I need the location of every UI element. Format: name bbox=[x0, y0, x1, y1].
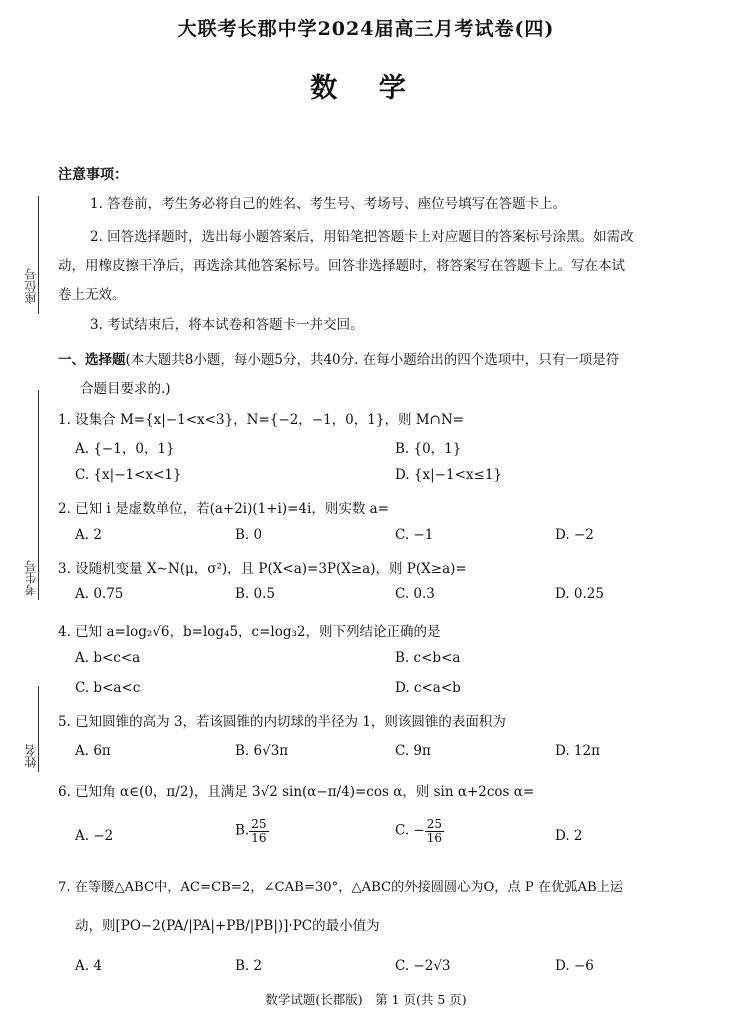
q2-option-b: B. 0 bbox=[235, 527, 263, 543]
q4-option-b: B. c<b<a bbox=[395, 650, 461, 666]
exam-header: 大联考长郡中学2024届高三月考试卷(四) bbox=[177, 18, 555, 40]
q5-option-c: C. 9π bbox=[395, 743, 431, 759]
q3-option-d: D. 0.25 bbox=[555, 586, 604, 602]
exam-no-label: 考生号 bbox=[24, 560, 38, 596]
q7-stem-1: 7. 在等腰△ABC中，AC=CB=2，∠CAB=30°，△ABC的外接圆圆心为O，点 P 在优弧AB上运 bbox=[58, 880, 624, 895]
q1-option-a: A. {−1，0，1} bbox=[75, 441, 175, 457]
section-heading bbox=[58, 348, 619, 368]
page-footer: 数学试题(长郡版) 第 1 页(共 5 页) bbox=[265, 992, 467, 1007]
section-desc: (本大题共8小题，每小题5分，共40分. 在每小题给出的四个选项中，只有一项是符 bbox=[125, 352, 620, 368]
q6-option-c-fraction bbox=[425, 818, 444, 844]
q6-stem: 6. 已知角 α∈(0，π/2)，且满足 3√2 sin(α−π/4)=cos α，则 sin α+2cos α= bbox=[58, 784, 535, 800]
q6-option-b-fraction bbox=[249, 818, 268, 844]
notice-item-2-end: 卷上无效。 bbox=[58, 287, 126, 303]
q2-option-a: A. 2 bbox=[75, 527, 102, 543]
q6-option-c-num: 25 bbox=[426, 817, 443, 831]
section-desc-2: 合题目要求的.) bbox=[80, 381, 171, 397]
notice-item-2: 2. 回答选择题时，选出每小题答案后，用铅笔把答题卡上对应题目的答案标号涂黑。如需改 bbox=[90, 229, 634, 245]
q6-option-b-num: 25 bbox=[251, 817, 267, 831]
q6-option-c-den: 16 bbox=[426, 830, 443, 845]
q7-option-a: A. 4 bbox=[75, 958, 102, 974]
q7-option-d: D. −6 bbox=[555, 958, 594, 974]
q3-option-a: A. 0.75 bbox=[75, 586, 124, 602]
q2-option-c: C. −1 bbox=[395, 527, 434, 543]
q6-option-b-den: 16 bbox=[251, 830, 267, 845]
notice-item-3: 3. 考试结束后，将本试卷和答题卡一并交回。 bbox=[90, 317, 364, 333]
notice-item-1: 1. 答卷前，考生务必将自己的姓名、考生号、考场号、座位号填写在答题卡上。 bbox=[90, 196, 567, 212]
q3-option-c: C. 0.3 bbox=[395, 586, 435, 602]
q1-option-b: B. {0，1} bbox=[395, 441, 462, 457]
q7-option-b: B. 2 bbox=[235, 958, 263, 974]
seat-label: 座位号 bbox=[24, 268, 38, 304]
q1-option-c: C. {x|−1<x<1} bbox=[75, 467, 182, 483]
q5-option-a: A. 6π bbox=[75, 743, 111, 759]
q1-stem: 1. 设集合 M={x|−1<x<3}，N={−2，−1，0，1}，则 M∩N= bbox=[58, 412, 464, 428]
q5-option-b: B. 6√3π bbox=[235, 743, 289, 759]
notice-item-2-cont: 动，用橡皮擦干净后，再选涂其他答案标号。回答非选择题时，将答案写在答题卡上。写在本试 bbox=[58, 258, 625, 274]
notice-title: 注意事项： bbox=[58, 167, 128, 183]
q4-option-a: A. b<c<a bbox=[75, 650, 141, 666]
section-title: 一、选择题 bbox=[58, 352, 126, 368]
q4-stem: 4. 已知 a=log₂√6，b=log₄5，c=log₃2，则下列结论正确的是 bbox=[58, 624, 441, 640]
q4-option-d: D. c<a<b bbox=[395, 680, 461, 696]
q6-option-d: D. 2 bbox=[555, 828, 583, 844]
q2-option-d: D. −2 bbox=[555, 527, 594, 543]
q5-stem: 5. 已知圆锥的高为 3，若该圆锥的内切球的半径为 1，则该圆锥的表面积为 bbox=[58, 714, 506, 730]
subject-title: 数 学 bbox=[310, 73, 422, 104]
q6-option-b bbox=[235, 818, 269, 844]
q3-stem: 3. 设随机变量 X∼N(μ，σ²)，且 P(X<a)=3P(X≥a)，则 P(X≥a)= bbox=[58, 561, 467, 577]
q6-option-b-label: B. bbox=[235, 822, 250, 839]
q7-stem-2: 动，则[PO−2(PA/|PA|+PB/|PB|)]·PC的最小值为 bbox=[75, 918, 380, 934]
q6-option-c-label: C. − bbox=[395, 822, 425, 839]
q4-option-c: C. b<a<c bbox=[75, 680, 141, 696]
q2-stem: 2. 已知 i 是虚数单位，若(a+2i)(1+i)=4i，则实数 a= bbox=[58, 501, 389, 517]
q6-option-c bbox=[395, 818, 444, 844]
q6-option-a: A. −2 bbox=[75, 828, 114, 844]
q5-option-d: D. 12π bbox=[555, 743, 600, 759]
q1-option-d: D. {x|−1<x≤1} bbox=[395, 467, 502, 483]
q7-option-c: C. −2√3 bbox=[395, 958, 451, 974]
name-label: 姓名 bbox=[24, 744, 38, 768]
q3-option-b: B. 0.5 bbox=[235, 586, 275, 602]
